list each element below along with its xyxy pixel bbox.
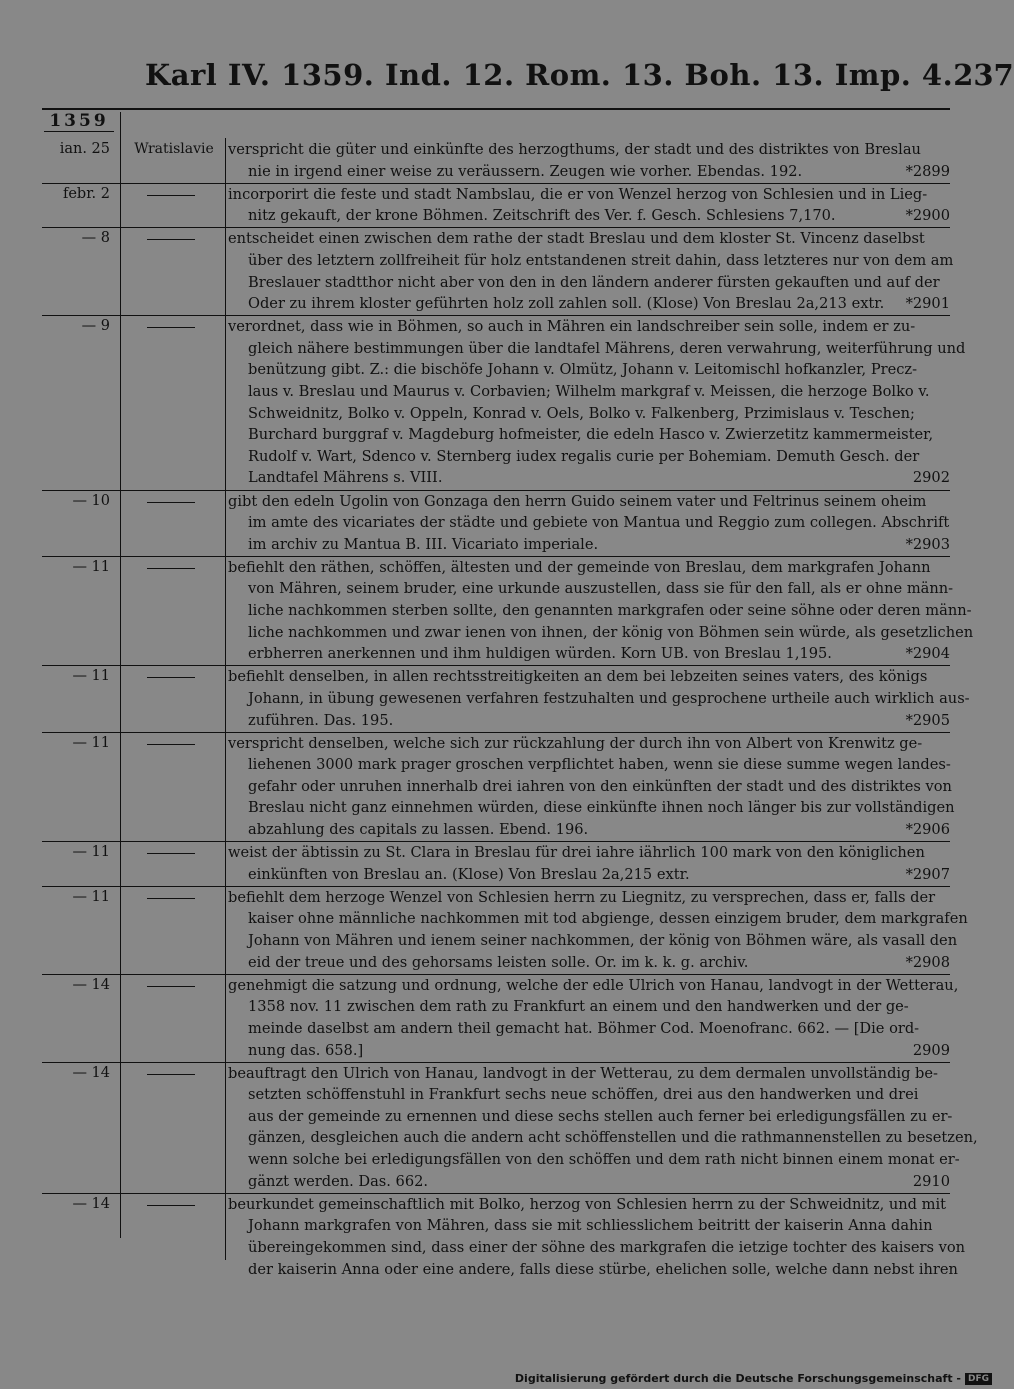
entry-text	[228, 1194, 966, 1280]
entry-date: — 14	[72, 1195, 110, 1212]
entry-line: beauftragt den Ulrich von Hanau, landvogt in der Wetterau, zu dem dermalen unvollständig be-	[228, 1064, 938, 1082]
entry-line: beurkundet gemeinschaftlich mit Bolko, herzog von Schlesien herrn zu der Schweidnitz, und mit	[228, 1195, 947, 1213]
regest-entry	[42, 842, 950, 887]
running-title: Karl IV. 1359. Ind. 12. Rom. 13. Boh. 13. Imp. 4.	[145, 58, 954, 92]
dfg-logo: DFG	[965, 1373, 992, 1385]
entry-line: einkünften von Breslau an. (Klose) Von Breslau 2a,215 extr. *2907	[228, 864, 950, 886]
regest-entry	[42, 666, 970, 732]
entry-place: Wratislavie	[134, 141, 214, 157]
entry-line: im archiv zu Mantua B. III. Vicariato imperiale. *2903	[228, 534, 950, 556]
entry-line: zuführen. Das. 195. *2905	[228, 710, 950, 732]
entry-line: über des letztern zollfreiheit für holz entstandenen streit dahin, dass letzteres nur von dem am	[248, 251, 954, 269]
entry-date: — 8	[81, 230, 110, 247]
entry-text	[228, 228, 954, 314]
entry-date: — 11	[72, 558, 110, 575]
entry-text	[228, 316, 966, 489]
entry-line: Breslau nicht ganz einnehmen würden, diese einkünfte ihnen noch länger bis zur vollständigen	[248, 799, 955, 817]
page-number: 237	[953, 58, 1014, 92]
entry-number: *2900	[905, 207, 950, 225]
entry-text	[228, 184, 950, 227]
entry-text	[228, 491, 950, 556]
entry-date: — 9	[81, 318, 110, 335]
entry-line: 1358 nov. 11 zwischen dem rath zu Frankfurt an einem und den handwerken und der ge-	[248, 998, 909, 1016]
entry-line: befiehlt den räthen, schöffen, ältesten und der gemeinde von Breslau, dem markgrafen Johann	[228, 558, 931, 576]
entry-line: befiehlt denselben, in allen rechtsstreitigkeiten an dem bei lebzeiten seines vaters, des königs	[228, 668, 928, 686]
regest-entry	[42, 228, 954, 316]
entry-line: von Mähren, seinem bruder, eine urkunde auszustellen, dass sie für den fall, als er ohne männ-	[248, 580, 954, 598]
ditto-dash	[147, 853, 195, 854]
entry-line: befiehlt dem herzoge Wenzel von Schlesien herrn zu Liegnitz, zu versprechen, dass er, falls der	[228, 888, 936, 906]
regest-entry	[42, 733, 955, 843]
entry-line: der kaiserin Anna oder eine andere, falls diese stürbe, ehelichen solle, welche dann nebst ihren	[248, 1260, 958, 1278]
entry-line: laus v. Breslau und Maurus v. Corbavien; Wilhelm markgraf v. Meissen, die herzoge Bolko v.	[248, 383, 930, 401]
entry-line: Schweidnitz, Bolko v. Oppeln, Konrad v. Oels, Bolko v. Falkenberg, Przimislaus v. Teschen;	[248, 404, 915, 422]
entry-text	[228, 733, 955, 841]
entry-number: 2910	[912, 1172, 950, 1190]
year-label: 1359	[44, 111, 114, 132]
entry-line: benützung gibt. Z.: die bischöfe Johann v. Olmütz, Johann v. Leitomischl hofkanzler, Precz-	[248, 361, 918, 379]
regest-entry	[42, 1194, 966, 1282]
entry-text	[228, 666, 970, 731]
entry-text	[228, 975, 959, 1061]
ditto-dash	[147, 898, 195, 899]
entry-line: Johann, in übung gewesenen verfahren festzuhalten und gesprochene urtheile auch wirklich aus-	[248, 689, 970, 707]
entry-number: *2904	[905, 645, 950, 663]
entry-date: — 10	[72, 492, 110, 509]
entry-date: — 11	[72, 844, 110, 861]
entry-line: incorporirt die feste und stadt Nambslau, die er von Wenzel herzog von Schlesien und in Lieg-	[228, 185, 928, 203]
ditto-dash	[147, 327, 195, 328]
entry-number: *2908	[905, 953, 950, 971]
entry-line: entscheidet einen zwischen dem rathe der stadt Breslau und dem kloster St. Vincenz daselbst	[228, 230, 925, 248]
entry-text	[228, 1063, 978, 1193]
entry-line: gänzen, desgleichen auch die andern acht schöffenstellen und die rathmannenstellen zu besetzen,	[248, 1129, 978, 1147]
entry-line: Oder zu ihrem kloster geführten holz zoll zahlen soll. (Klose) Von Breslau 2a,213 extr. *2901	[228, 293, 950, 315]
entry-text	[228, 887, 968, 973]
entry-line: im amte des vicariates der städte und gebiete von Mantua und Reggio zum collegen. Abschrift	[248, 514, 950, 532]
entry-number: *2901	[905, 295, 950, 313]
entry-line: nie in irgend einer weise zu veräussern. Zeugen wie vorher. Ebendas. 192. *2899	[228, 161, 950, 183]
entry-line: Johann markgrafen von Mähren, dass sie mit schliesslichem beitritt der kaiserin Anna dahin	[248, 1217, 933, 1235]
ditto-dash	[147, 677, 195, 678]
entry-text	[228, 557, 974, 665]
entry-date: — 14	[72, 1064, 110, 1081]
entry-text	[228, 842, 950, 885]
ditto-dash	[147, 195, 195, 196]
entry-line: verspricht die güter und einkünfte des herzogthums, der stadt und des distriktes von Breslau	[228, 141, 921, 158]
entry-line: Rudolf v. Wart, Sdenco v. Sternberg iudex regalis curie per Bohemiam. Demuth Gesch. der	[248, 447, 920, 465]
entry-line: Burchard burggraf v. Magdeburg hofmeister, die edeln Hasco v. Zwierzetitz kammermeister,	[248, 426, 934, 444]
entry-line: Breslauer stadtthor nicht aber von den in den ländern anderer fürsten gekauften und auf der	[248, 273, 940, 291]
entry-date: — 11	[72, 888, 110, 905]
ditto-dash	[147, 239, 195, 240]
entry-date: — 11	[72, 668, 110, 685]
ditto-dash	[147, 1205, 195, 1206]
entry-date: — 14	[72, 976, 110, 993]
entry-line: verspricht denselben, welche sich zur rückzahlung der durch ihn von Albert von Krenwitz ge-	[228, 734, 923, 752]
entry-line: aus der gemeinde zu ernennen und diese sechs stellen auch ferner bei erledigungsfällen zu er-	[248, 1107, 953, 1125]
entry-line: meinde daselbst am andern theil gemacht hat. Böhmer Cod. Moenofranc. 662. — [Die ord-	[248, 1019, 920, 1037]
entry-number: *2906	[905, 821, 950, 839]
entry-line: wenn solche bei erledigungsfällen von den schöffen und dem rath nicht binnen einem monat er-	[248, 1151, 960, 1168]
regest-entry	[42, 975, 959, 1063]
footer	[515, 1372, 992, 1385]
entry-line: eid der treue und des gehorsams leisten solle. Or. im k. k. g. archiv. *2908	[228, 952, 950, 974]
header-rule	[42, 108, 950, 110]
entry-line: Landtafel Mährens s. VIII. 2902	[228, 467, 950, 489]
entry-line: verordnet, dass wie in Böhmen, so auch in Mähren ein landschreiber sein solle, indem er zu-	[228, 318, 916, 336]
regest-entry	[42, 139, 950, 184]
entry-line: nitz gekauft, der krone Böhmen. Zeitschrift des Ver. f. Gesch. Schlesiens 7,170. *2900	[228, 205, 950, 227]
regest-entry	[42, 184, 950, 229]
regesta-list	[42, 139, 978, 1282]
entry-line: liche nachkommen und zwar ienen von ihnen, der könig von Böhmen sein würde, als gesetzlichen	[248, 623, 974, 641]
regest-entry	[42, 316, 966, 490]
entry-line: liche nachkommen sterben sollte, den genannten markgrafen oder seine söhne oder deren männ-	[248, 602, 972, 620]
entry-number: *2905	[905, 711, 950, 729]
page-header	[145, 58, 1014, 98]
footer-text: Digitalisierung gefördert durch die Deutsche Forschungsgemeinschaft -	[514, 1372, 961, 1385]
entry-number: 2902	[912, 469, 950, 487]
ditto-dash	[147, 986, 195, 987]
entry-line: übereingekommen sind, dass einer der söhne des markgrafen die ietzige tochter des kaisers von	[248, 1238, 966, 1256]
entry-line: gänzt werden. Das. 662. 2910	[228, 1171, 950, 1193]
ditto-dash	[147, 568, 195, 569]
entry-line: nung das. 658.] 2909	[228, 1040, 950, 1062]
entry-number: *2903	[905, 535, 950, 553]
entry-number: *2899	[905, 162, 950, 180]
entry-line: setzten schöffenstuhl in Frankfurt sechs neue schöffen, drei aus den handwerken und drei	[248, 1086, 919, 1104]
ditto-dash	[147, 744, 195, 745]
regest-entry	[42, 491, 950, 557]
entry-line: genehmigt die satzung und ordnung, welche der edle Ulrich von Hanau, landvogt in der Wetterau,	[228, 976, 959, 994]
entry-line: Johann von Mähren und ienem seiner nachkommen, der könig von Böhmen wäre, als vasall den	[248, 932, 958, 950]
entry-date: — 11	[72, 734, 110, 751]
entry-line: abzahlung des capitals zu lassen. Ebend. 196. *2906	[228, 819, 950, 841]
entry-line: gefahr oder unruhen innerhalb drei iahren von den einkünften der stadt und des distriktes von	[248, 777, 952, 795]
ditto-dash	[147, 502, 195, 503]
entry-number: *2907	[905, 865, 950, 883]
ditto-dash	[147, 1074, 195, 1075]
entry-date: ian. 25	[59, 141, 110, 157]
entry-line: kaiser ohne männliche nachkommen mit tod abgienge, dessen einzigem bruder, dem markgrafen	[248, 910, 968, 928]
entry-line: weist der äbtissin zu St. Clara in Breslau für drei iahre iährlich 100 mark von den königlichen	[228, 844, 925, 862]
entry-line: erbherren anerkennen und ihm huldigen würden. Korn UB. von Breslau 1,195. *2904	[228, 643, 950, 665]
entry-line: gleich nähere bestimmungen über die landtafel Mährens, deren verwahrung, weiterführung und	[248, 339, 966, 357]
regest-entry	[42, 557, 974, 667]
entry-date: febr. 2	[62, 185, 110, 202]
entry-line: gibt den edeln Ugolin von Gonzaga den herrn Guido seinem vater und Feltrinus seinem oheim	[228, 492, 927, 510]
entry-number: 2909	[912, 1041, 950, 1059]
regest-entry	[42, 887, 968, 975]
entry-text	[228, 139, 950, 182]
regest-entry	[42, 1063, 978, 1194]
entry-line: liehenen 3000 mark prager groschen verpflichtet haben, wenn sie diese summe wegen landes-	[248, 756, 951, 774]
